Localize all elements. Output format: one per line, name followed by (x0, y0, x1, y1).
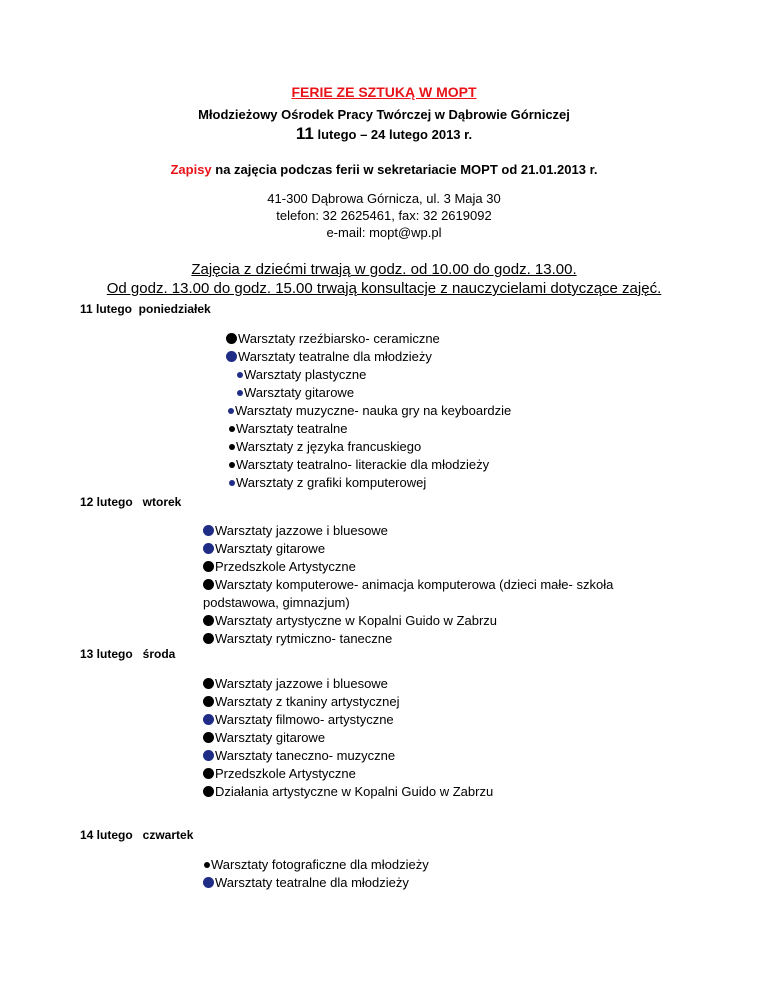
bullet-icon (204, 862, 210, 868)
list-item (229, 474, 426, 492)
bullet-icon (203, 732, 214, 743)
list-item (226, 348, 432, 366)
list-item (203, 711, 394, 729)
list-item (229, 456, 489, 474)
list-item-label: Warsztaty jazzowe i bluesowe (215, 676, 388, 691)
list-item (204, 856, 429, 874)
hours-line-1: Zajęcia z dziećmi trwają w godz. od 10.00 do godz. 13.00. (191, 261, 577, 278)
list-item-label: Warsztaty gitarowe (244, 385, 355, 400)
day-heading: 11 lutego poniedziałek (80, 302, 211, 316)
list-item (203, 576, 673, 612)
list-item-label: Warsztaty teatralne (236, 421, 348, 436)
list-item (203, 612, 497, 630)
list-item-label: Przedszkole Artystyczne (215, 559, 356, 574)
list-item-label: Warsztaty rytmiczno- taneczne (215, 631, 393, 646)
bullet-icon (229, 480, 235, 486)
bullet-icon (203, 877, 214, 888)
list-item-label: Warsztaty jazzowe i bluesowe (215, 523, 388, 538)
list-item (229, 438, 421, 456)
list-item-label: Warsztaty muzyczne- nauka gry na keyboardzie (235, 403, 512, 418)
day-heading: 12 lutego wtorek (80, 495, 182, 509)
list-item-label: Przedszkole Artystyczne (215, 766, 356, 781)
bullet-icon (229, 462, 235, 468)
list-item (203, 874, 409, 892)
signup-note (0, 162, 768, 177)
date-range-day: 11 (295, 124, 314, 143)
list-item (203, 765, 356, 783)
bullet-icon (237, 372, 243, 378)
list-item-label: Warsztaty z języka francuskiego (236, 439, 422, 454)
list-item (203, 747, 395, 765)
hours-line-2: Od godz. 13.00 do godz. 15.00 trwają konsultacje z nauczycielami dotyczące zajęć. (106, 280, 662, 297)
day-heading: 14 lutego czwartek (80, 828, 194, 842)
bullet-icon (237, 390, 243, 396)
signup-highlight: Zapisy (170, 162, 212, 177)
date-range-rest: lutego – 24 lutego 2013 r. (313, 127, 473, 142)
bullet-icon (203, 615, 214, 626)
date-range (0, 124, 768, 144)
list-item (203, 729, 325, 747)
list-item (203, 675, 388, 693)
bullet-icon (203, 714, 214, 725)
list-item-label: Warsztaty teatralno- literackie dla młodzieży (236, 457, 490, 472)
bullet-icon (203, 696, 214, 707)
page-title: FERIE ZE SZTUKĄ W MOPT (291, 84, 477, 100)
bullet-icon (203, 543, 214, 554)
bullet-icon (203, 678, 214, 689)
bullet-icon (203, 768, 214, 779)
signup-text: na zajęcia podczas ferii w sekretariacie MOPT od 21.01.2013 r. (211, 162, 598, 177)
list-item (203, 558, 356, 576)
bullet-icon (229, 426, 235, 432)
list-item-label: Warsztaty plastyczne (244, 367, 367, 382)
bullet-icon (203, 786, 214, 797)
list-item-label: Warsztaty gitarowe (215, 730, 326, 745)
day-heading: 13 lutego środa (80, 647, 176, 661)
list-item (229, 420, 348, 438)
bullet-icon (203, 561, 214, 572)
list-item-label: Warsztaty filmowo- artystyczne (215, 712, 394, 727)
bullet-icon (203, 579, 214, 590)
list-item-label: Warsztaty teatralne dla młodzieży (238, 349, 432, 364)
bullet-icon (226, 333, 237, 344)
bullet-icon (203, 633, 214, 644)
bullet-icon (203, 525, 214, 536)
list-item (203, 693, 399, 711)
list-item-label: Warsztaty rzeźbiarsko- ceramiczne (238, 331, 440, 346)
list-item (237, 366, 366, 384)
list-item-label: Działania artystyczne w Kopalni Guido w Zabrzu (215, 784, 494, 799)
bullet-icon (226, 351, 237, 362)
list-item-label: Warsztaty fotograficzne dla młodzieży (211, 857, 429, 872)
bullet-icon (203, 750, 214, 761)
list-item (237, 384, 354, 402)
list-item-label: Warsztaty gitarowe (215, 541, 326, 556)
list-item-label: Warsztaty taneczno- muzyczne (215, 748, 396, 763)
bullet-icon (228, 408, 234, 414)
list-item (203, 522, 388, 540)
list-item-label: Warsztaty komputerowe- animacja komputerowa (dzieci małe- szkoła podstawowa, gimnazjum) (203, 577, 614, 610)
email-line: e-mail: mopt@wp.pl (326, 225, 442, 240)
list-item-label: Warsztaty artystyczne w Kopalni Guido w Zabrzu (215, 613, 498, 628)
address-line: 41-300 Dąbrowa Górnicza, ul. 3 Maja 30 (267, 191, 501, 206)
list-item (226, 330, 440, 348)
institution-name: Młodzieżowy Ośrodek Pracy Twórczej w Dąbrowie Górniczej (198, 107, 570, 122)
list-item (203, 783, 493, 801)
list-item-label: Warsztaty z tkaniny artystycznej (215, 694, 400, 709)
list-item-label: Warsztaty z grafiki komputerowej (236, 475, 427, 490)
bullet-icon (229, 444, 235, 450)
list-item (228, 402, 511, 420)
list-item (203, 630, 392, 648)
list-item (203, 540, 325, 558)
list-item-label: Warsztaty teatralne dla młodzieży (215, 875, 409, 890)
phone-line: telefon: 32 2625461, fax: 32 2619092 (276, 208, 492, 223)
